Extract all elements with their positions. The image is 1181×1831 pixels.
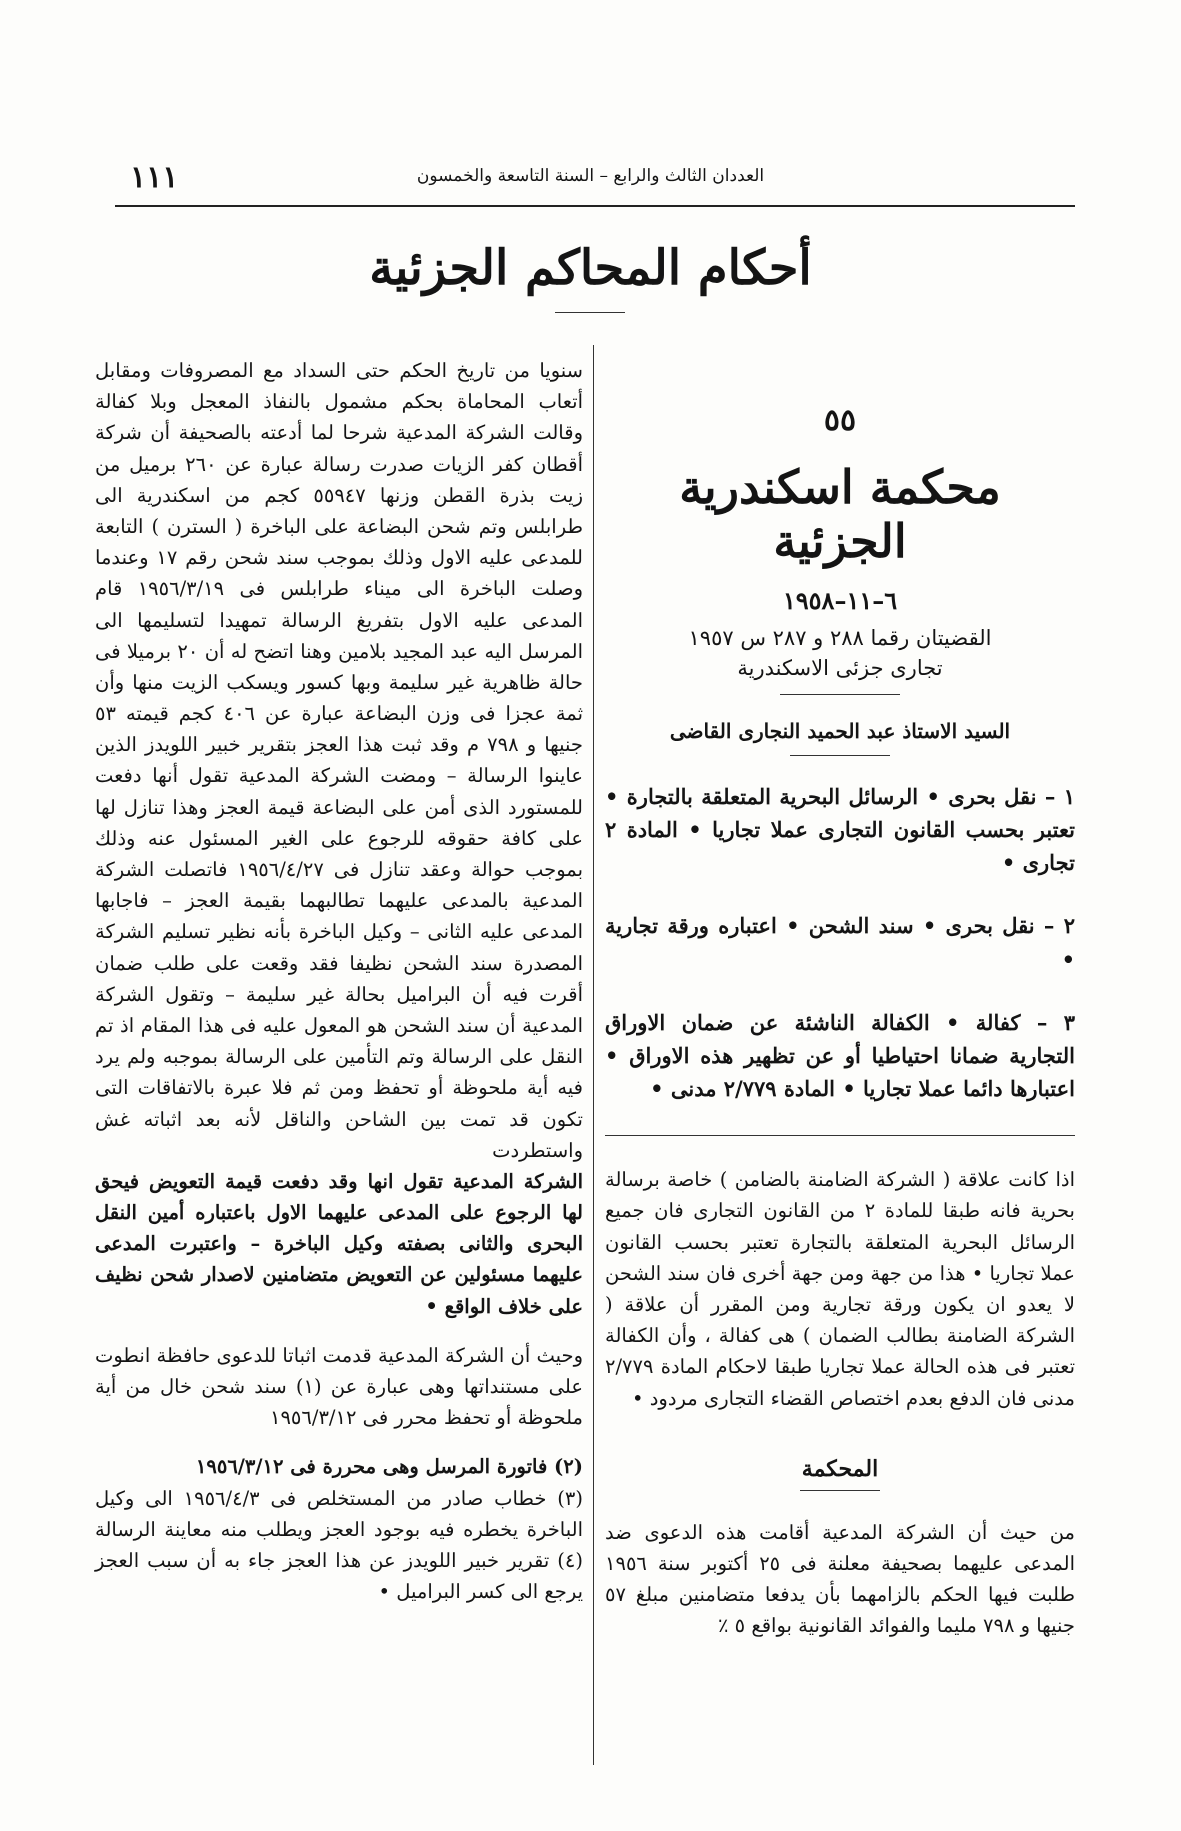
court-name: محكمة اسكندرية الجزئية	[679, 460, 1001, 568]
right-column	[605, 355, 1075, 1652]
heading-rule	[800, 1490, 880, 1491]
header-rule	[115, 205, 1075, 207]
rule	[790, 755, 890, 756]
summary-paragraph: اذا كانت علاقة ( الشركة الضامنة بالضامن ) خاصة برسالة بحرية فانه طبقا للمادة ٢ من القانون التجارى فان جميع الرسائل البحرية المتعلقة بالتجارة تعتبر بحسب القانون عملا تجاريا • هذا من جهة ومن جهة أخرى فان سند الشحن لا يعدو ان يكون ورقة تجارية ومن المقرر أن علاقة ( الشركة الضامنة بطالب الضمان ) هى كفالة ، وأن الكفالة تعتبر فى هذه الحالة عملا تجاريا طبقا لاحكام المادة ٢/٧٧٩ مدنى فان الدفع بعدم اختصاص القضاء التجارى مردود •	[605, 1168, 1075, 1410]
rule	[780, 694, 900, 695]
section-title: أحكام المحاكم الجزئية	[369, 240, 812, 296]
judge-name: السيد الاستاذ عبد الحميد النجارى القاضى	[669, 718, 1011, 743]
left-column	[95, 355, 583, 1617]
case-reference: القضيتان رقما ٢٨٨ و ٢٨٧ س ١٩٥٧ تجارى جزئى الاسكندرية	[688, 626, 992, 681]
body-paragraph: وحيث أن الشركة المدعية قدمت اثباتا للدعوى حافظة انطوت على مستنداتها وهى عبارة عن (١) سند شحن خال من أية ملحوظة أو تحفظ محرر فى ١٩٥٦/٣/١٢	[95, 1343, 583, 1430]
page-number: ١١١	[130, 160, 179, 195]
body-paragraph-bold: الشركة المدعية تقول انها وقد دفعت قيمة التعويض فيحق لها الرجوع على المدعى عليهما الاول باعتباره أمين النقل البحرى والثانى بصفته وكيل الباخرة – واعتبرت المدعى عليهما مسئولين عن التعويض متضامنين لاصدار شحن نظيف على خلاف الواقع •	[95, 1169, 583, 1318]
legal-principle-2: ٢ – نقل بحرى • سند الشحن • اعتباره ورقة تجارية •	[605, 913, 1075, 972]
rule	[605, 1135, 1075, 1136]
ruling-paragraph: من حيث أن الشركة المدعية أقامت هذه الدعوى ضد المدعى عليهما بصحيفة معلنة فى ٢٥ أكتوبر سنة ١٩٥٦ طلبت فيها الحكم بالزامهما بأن يدفعا متضامنين مبلغ ٥٧ جنيها و ٧٩٨ مليما والفوائد القانونية بواقع ٥ ٪	[605, 1520, 1076, 1638]
case-number: ٥٥	[823, 403, 857, 438]
title-rule	[555, 312, 625, 313]
judgment-date: ٦–١١–١٩٥٨	[782, 586, 898, 615]
body-paragraph-bold: (٢) فاتورة المرسل وهى محررة فى ١٩٥٦/٣/١٢	[195, 1455, 583, 1479]
body-paragraph: (٣) خطاب صادر من المستخلص فى ١٩٥٦/٤/٣ الى وكيل الباخرة يخطره فيه بوجود العجز ويطلب منه معاينة الرسالة (٤) تقرير خبير اللويدز عن هذا العجز جاء به أن سبب العجز يرجع الى كسر البراميل •	[95, 1486, 583, 1604]
court-heading: المحكمة	[801, 1455, 879, 1482]
legal-principle-1: ١ – نقل بحرى • الرسائل البحرية المتعلقة بالتجارة • تعتبر بحسب القانون التجارى عملا تجاريا • المادة ٢ تجارى •	[605, 783, 1075, 876]
column-divider	[593, 345, 594, 1765]
legal-principle-3: ٣ – كفالة • الكفالة الناشئة عن ضمان الاوراق التجارية ضمانا احتياطيا أو عن تظهير هذه الاوراق • اعتبارها دائما عملا تجاريا • المادة ٢/٧٧٩ مدنى •	[605, 1009, 1075, 1102]
running-title: العددان الثالث والرابع – السنة التاسعة والخمسون	[416, 166, 765, 186]
body-paragraph: سنويا من تاريخ الحكم حتى السداد مع المصروفات ومقابل أتعاب المحاماة بحكم مشمول بالنفاذ المعجل وبلا كفالة وقالت الشركة المدعية شرحا لما أدعته بالصحيفة أن شركة أقطان كفر الزيات صدرت رسالة عبارة عن ٢٦٠ برميل من زيت بذرة القطن وزنها ٥٥٩٤٧ كجم من اسكندرية الى طرابلس وتم شحن البضاعة على الباخرة ( السترن ) التابعة للمدعى عليه الاول وذلك بموجب سند شحن رقم ١٧ وعندما وصلت الباخرة الى ميناء طرابلس فى ١٩٥٦/٣/١٩ قام المدعى عليه الاول بتفريغ الرسالة تمهيدا لتسليمها الى المرسل اليه عبد المجيد بلامين وهنا اتضح له أن ٢٠ برميلا فى حالة ظاهرية غير سليمة وبها كسور ويسكب الزيت منها وأن ثمة عجزا فى وزن البضاعة عبارة عن ٤٠٦ كجم قيمته ٥٣ جنيها و ٧٩٨ م وقد ثبت هذا العجز بتقرير خبير اللويدز الذين عاينوا الرسالة – ومضت الشركة المدعية تقول أنها دفعت للمستورد الذى أمن على البضاعة قيمة العجز وهذا تنازل لها على كافة حقوقه للرجوع على الغير المسئول عنه وذلك بموجب حوالة وعقد تنازل فى ١٩٥٦/٤/٢٧ فاتصلت الشركة المدعية بالمدعى عليهما تطالبهما بقيمة العجز – فاجابها المدعى عليه الثانى – وكيل الباخرة بأنه نظير تسليم الشركة المصدرة سند الشحن نظيفا فقد وقعت على طلب ضمان أقرت فيه أن البراميل بحالة غير سليمة – وتقول الشركة المدعية أن سند الشحن هو المعول عليه فى هذا المقام اذ تم النقل على الرسالة وتم التأمين على الرسالة بموجبه ولم يرد فيه أية ملحوظة أو تحفظ ومن ثم فلا عبرة بالاتفاقات التى تكون قد تمت بين الشاحن والناقل لأنه بعد اثباته غش واستطردت	[95, 359, 583, 1162]
